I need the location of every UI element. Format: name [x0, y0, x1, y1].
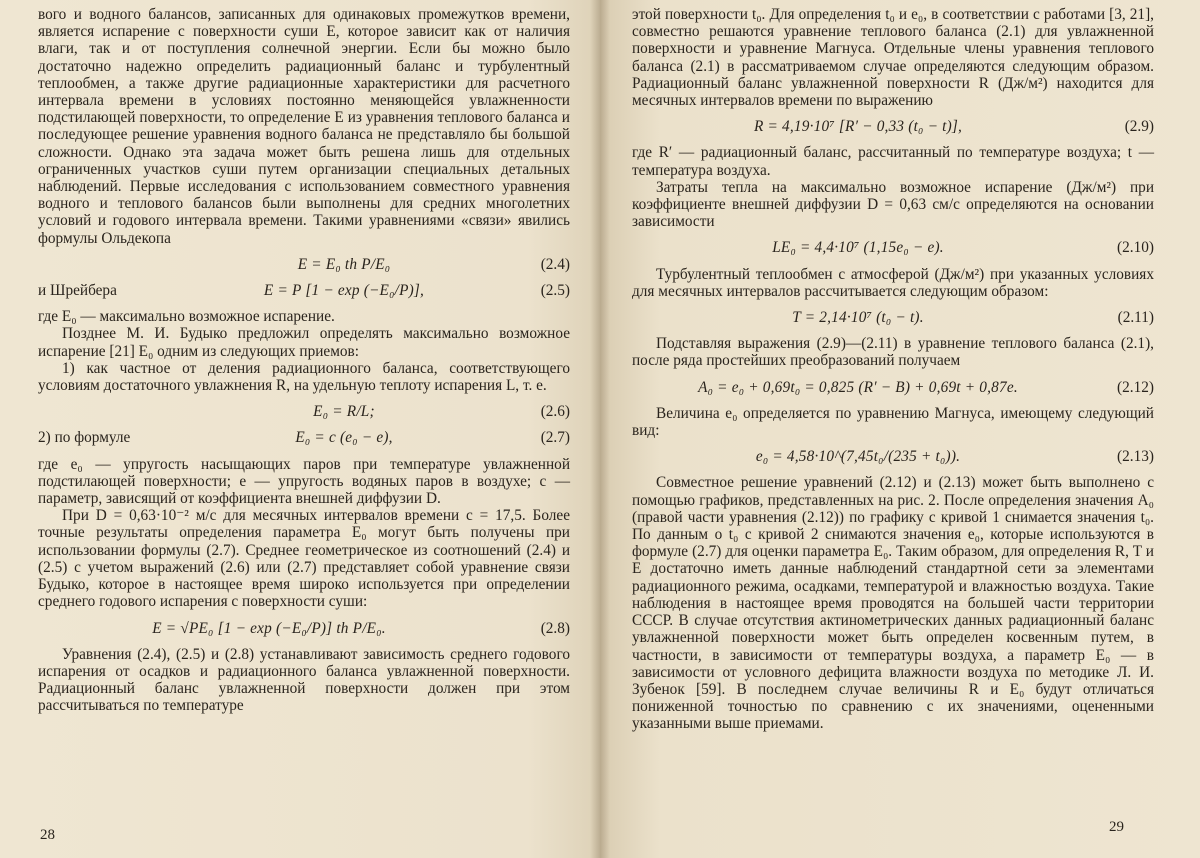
left-paragraph-5: где e₀ — упругость насыщающих паров при температуре увлажненной подстилающей поверхности; e — упругость водяных паров в воздухе; c — параметр, зависящий от коэффициента внешней диффузии D.	[38, 455, 570, 508]
equation-2-8	[38, 620, 570, 637]
left-paragraph-1: вого и водного балансов, записанных для одинаковых промежутков времени, является испарение с поверхности суши E, которое зависит как от наличия влаги, так и от поступления солнечной энергии. Если бы можно было достаточно надежно определить радиационный баланс и турбулентный теплообмен, а также другие радиационные характеристики для расчетного интервала времени в условиях постоянно меняющейся увлажненности подстилающей поверхности, то определение E из уравнения теплового баланса и последующее решение уравнения водного баланса не представляло бы большой сложности. Однако эта задача может быть решена лишь для отдельных ограниченных участков суши путем организации специальных детальных наблюдений. Первые исследования с использованием совместного уравнения водного и теплового балансов были выполнены для средних многолетних условий и годового интервала времени. Такими уравнениями «связи» явились формулы Ольдекопа	[38, 6, 570, 247]
equation-2-5-formula: E = P [1 − exp (−E₀/P)],	[263, 282, 425, 300]
left-page-number: 28	[40, 826, 55, 843]
equation-2-5-lead: и Шрейбера	[38, 282, 117, 300]
equation-2-13-number: (2.13)	[1117, 448, 1154, 466]
right-paragraph-5: Подставляя выражения (2.9)—(2.11) в уравнение теплового баланса (2.1), после ряда простейших преобразований получаем	[632, 335, 1154, 370]
left-paragraph-4: 1) как частное от деления радиационного баланса, соответствующего условиям достаточного увлажнения R, на удельную теплоту испарения L, т. е.	[38, 359, 570, 395]
right-page-number: 29	[1109, 818, 1124, 835]
equation-2-6-number: (2.6)	[540, 403, 570, 421]
right-paragraph-2: где R′ — радиационный баланс, рассчитанный по температуре воздуха; t — температура воздуха.	[632, 144, 1154, 179]
right-paragraph-4: Турбулентный теплообмен с атмосферой (Дж/м²) при указанных условиях для месячных интервалов рассчитывается следующим образом:	[632, 265, 1154, 300]
equation-2-11-formula: T = 2,14·10⁷ (t₀ − t).	[792, 309, 924, 327]
equation-2-6-formula: E₀ = R/L;	[313, 403, 375, 421]
equation-2-13	[632, 448, 1154, 465]
equation-2-7	[38, 429, 570, 446]
equation-2-4-formula: E = E₀ th P/E₀	[297, 255, 391, 273]
equation-2-9-formula: R = 4,19·10⁷ [R′ − 0,33 (t₀ − t)],	[753, 118, 963, 136]
equation-2-10	[632, 239, 1154, 256]
equation-2-4-number: (2.4)	[540, 255, 570, 273]
equation-2-4	[38, 256, 570, 273]
equation-2-12-formula: A₀ = e₀ + 0,69t₀ = 0,825 (R′ − B) + 0,69t + 0,87e.	[698, 378, 1018, 396]
right-paragraph-3: Затраты тепла на максимально возможное испарение (Дж/м²) при коэффициенте внешней диффузии D = 0,63 см/с определяются на основании зависимости	[632, 178, 1154, 231]
equation-2-5-number: (2.5)	[540, 282, 570, 300]
right-page	[600, 0, 1200, 858]
equation-2-11	[632, 309, 1154, 326]
equation-2-7-number: (2.7)	[540, 429, 570, 447]
equation-2-9	[632, 118, 1154, 135]
left-paragraph-3: Позднее М. И. Будыко предложил определять максимально возможное испарение [21] E₀ одним из следующих приемов:	[38, 325, 570, 360]
equation-2-10-number: (2.10)	[1117, 239, 1154, 257]
equation-2-6	[38, 403, 570, 420]
equation-2-9-number: (2.9)	[1124, 118, 1154, 136]
left-paragraph-6: При D = 0,63·10⁻² м/с для месячных интервалов времени c = 17,5. Более точные результаты определения параметра E₀ могут быть получены при использовании формулы (2.7). Среднее геометрическое из соотношений (2.4) и (2.5) с учетом выражений (2.6) или (2.7) представляет собой уравнение связи Будыко, которое в настоящее время широко используется при определении среднего годового испарения с поверхности суши:	[38, 507, 570, 611]
right-paragraph-7: Совместное решение уравнений (2.12) и (2.13) может быть выполнено с помощью графиков, представленных на рис. 2. После определения значения A₀ (правой части уравнения (2.12)) по графику с кривой 1 снимается значения t₀. По данным о t₀ с кривой 2 снимаются значения e₀, которые используются в формуле (2.7) для оценки параметра E₀. Таким образом, для определения R, T и E достаточно иметь данные наблюдений стандартной сети за элементами радиационного режима, осадками, температурой и влажностью воздуха. Такие наблюдения в настоящее время проводятся на большей части территории СССР. В случае отсутствия актинометрических данных радиационный баланс увлажненной поверхности может быть определен косвенным путем, в частности, в зависимости от температуры воздуха, а параметр E₀ — в зависимости от условного дефицита влажности воздуха по методике Л. И. Зубенок [59]. В последнем случае величины R и E₀ будут отличаться пониженной точностью по сравнению с их значениями, оцененными указанными выше приемами.	[632, 474, 1154, 733]
equation-2-7-formula: E₀ = c (e₀ − e),	[295, 429, 393, 447]
equation-2-10-formula: LE₀ = 4,4·10⁷ (1,15e₀ − e).	[772, 239, 944, 257]
equation-2-8-number: (2.8)	[540, 619, 570, 637]
equation-2-11-number: (2.11)	[1117, 309, 1154, 327]
left-paragraph-2: где E₀ — максимально возможное испарение.	[38, 308, 335, 326]
right-paragraph-6: Величина e₀ определяется по уравнению Магнуса, имеющему следующий вид:	[632, 404, 1154, 440]
equation-2-13-formula: e₀ = 4,58·10^(7,45t₀/(235 + t₀)).	[755, 448, 961, 466]
equation-2-5	[38, 282, 570, 299]
equation-2-12-number: (2.12)	[1117, 378, 1154, 396]
left-paragraph-7: Уравнения (2.4), (2.5) и (2.8) устанавливают зависимость среднего годового испарения от осадков и радиационного баланса увлажненной поверхности. Радиационный баланс увлажненной поверхности должен при этом рассчитываться по температуре	[38, 645, 570, 715]
right-paragraph-1: этой поверхности t₀. Для определения t₀ и e₀, в соответствии с работами [3, 21], совместно решаются уравнение теплового баланса (2.1) для увлажненной поверхности и уравнение Магнуса. Отдельные члены уравнения теплового баланса (2.1) в рассматриваемом случае определяются следующим образом. Радиационный баланс увлажненной поверхности R (Дж/м²) находится для месячных интервалов времени по выражению	[632, 6, 1154, 110]
book-gutter-shadow	[590, 0, 610, 858]
equation-2-8-formula: E = √PE₀ [1 − exp (−E₀/P)] th P/E₀.	[152, 619, 386, 637]
equation-2-7-lead: 2) по формуле	[38, 429, 131, 447]
equation-2-12	[632, 379, 1154, 396]
